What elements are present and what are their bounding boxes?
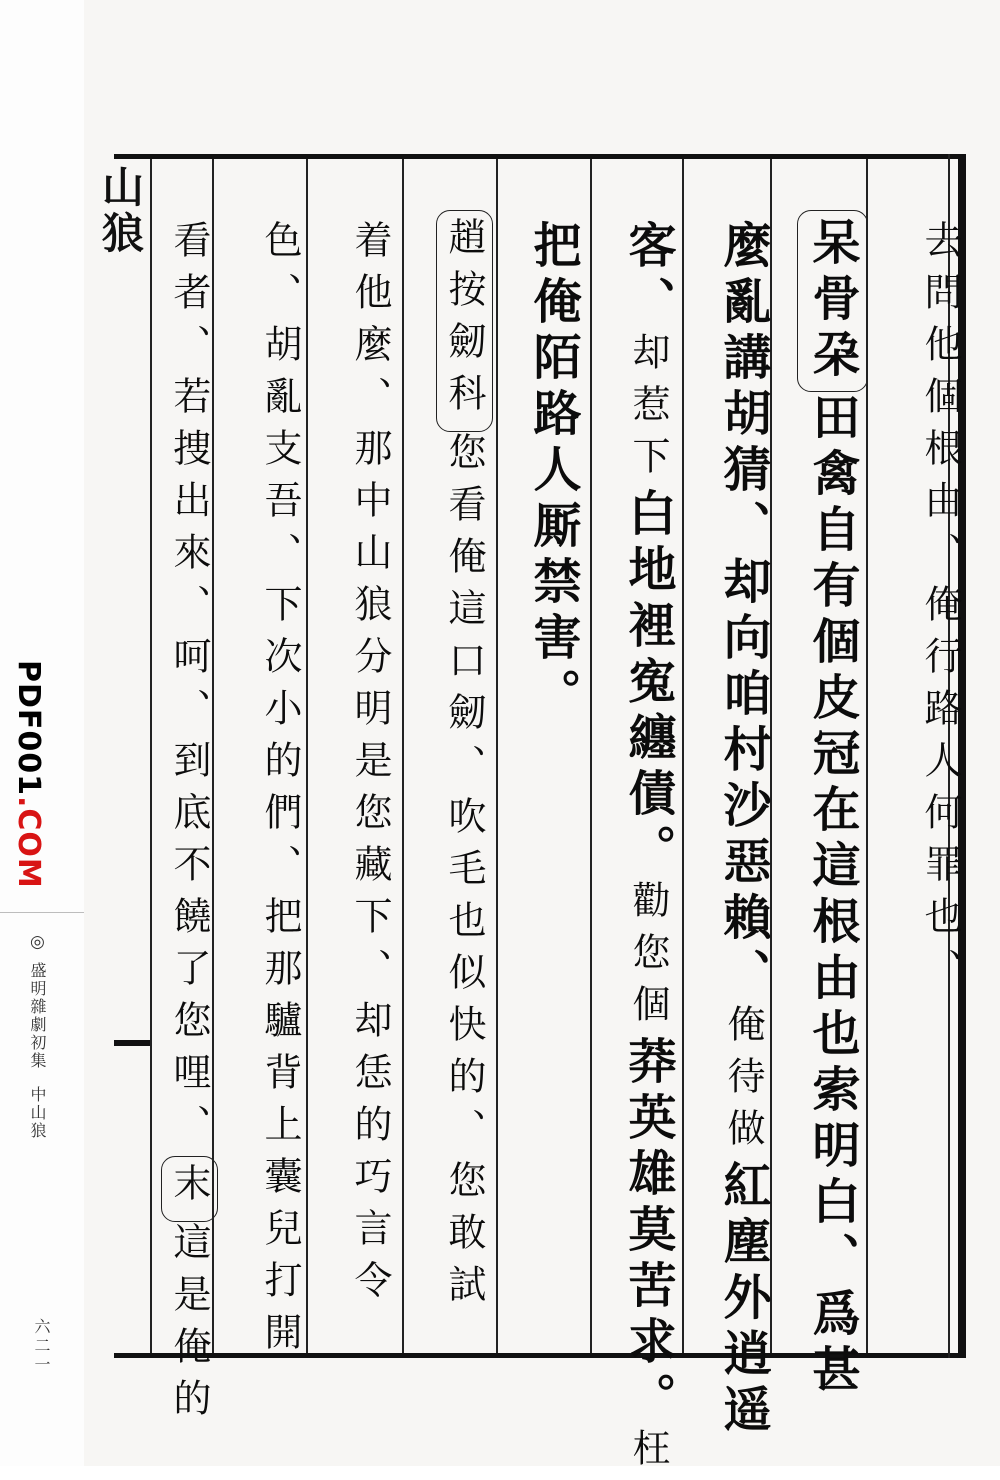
sung-line: 紅塵外逍遥 (715, 1160, 771, 1440)
spoken-line: 色、胡亂支吾、下次小的們、把那驢背上囊兒打開 (258, 220, 302, 1364)
spoken-line: 着他麼、那中山狼分明是您藏下、却恁的巧言令 (348, 220, 392, 1312)
source-title: 盛明雜劇初集 (28, 962, 47, 1070)
spoken-line: 却惹下 (626, 332, 670, 488)
sung-line: 莽英雄莫苦求。 (620, 1036, 676, 1428)
spoken-line: 俺待做 (721, 1004, 765, 1160)
edge-header: 山狼 (96, 165, 145, 257)
text-column (790, 210, 868, 1400)
spoken-line: 您看俺這口劒、吹毛也似快的、您敢試 (442, 432, 486, 1316)
spoken-line: 去問他個根由、俺行路人何罪也、 (918, 220, 962, 1000)
watermark (8, 660, 48, 889)
watermark-text-b: .COM (11, 796, 46, 889)
column-rule (590, 159, 592, 1353)
spoken-line: 枉 (626, 1428, 670, 1480)
text-column (415, 210, 493, 1316)
play-title: 中山狼 (28, 1086, 47, 1140)
text-column (140, 220, 218, 1430)
role-tag: 呆骨朶 (797, 210, 868, 392)
sung-line: 把俺陌路人厮禁害。 (525, 220, 581, 724)
sung-line: 麼亂講胡猜、却向咱村沙惡賴、 (715, 220, 771, 1004)
text-column (510, 220, 588, 724)
spoken-line: 這是俺的 (167, 1222, 211, 1430)
text-column (230, 220, 308, 1364)
text-column (320, 220, 398, 1312)
sung-line: 白地裡寃纏債。 (620, 488, 676, 880)
source-info (26, 962, 49, 1140)
role-tag: 末 (161, 1156, 218, 1222)
page-number: 六二一 (32, 1318, 51, 1375)
text-column (700, 220, 778, 1440)
watermark-text-a: PDF001 (11, 660, 46, 797)
spoken-line: 勸您個 (626, 880, 670, 1036)
role-tag: 趙按劒科 (436, 210, 493, 432)
sung-line: 客、 (620, 220, 676, 332)
frame-top-border (114, 154, 966, 159)
column-rule (402, 159, 404, 1353)
text-column (605, 220, 683, 1480)
column-rule (496, 159, 498, 1353)
page-gutter (0, 0, 85, 1466)
sung-line: 田禽自有個皮冠在這根由也索明白、爲甚 (804, 392, 860, 1400)
text-column (890, 220, 968, 1000)
target-icon: ◎ (30, 932, 45, 952)
spoken-line: 看者、若捜出來、呵、到底不饒了您哩、 (167, 220, 211, 1156)
gutter-divider (0, 912, 84, 913)
